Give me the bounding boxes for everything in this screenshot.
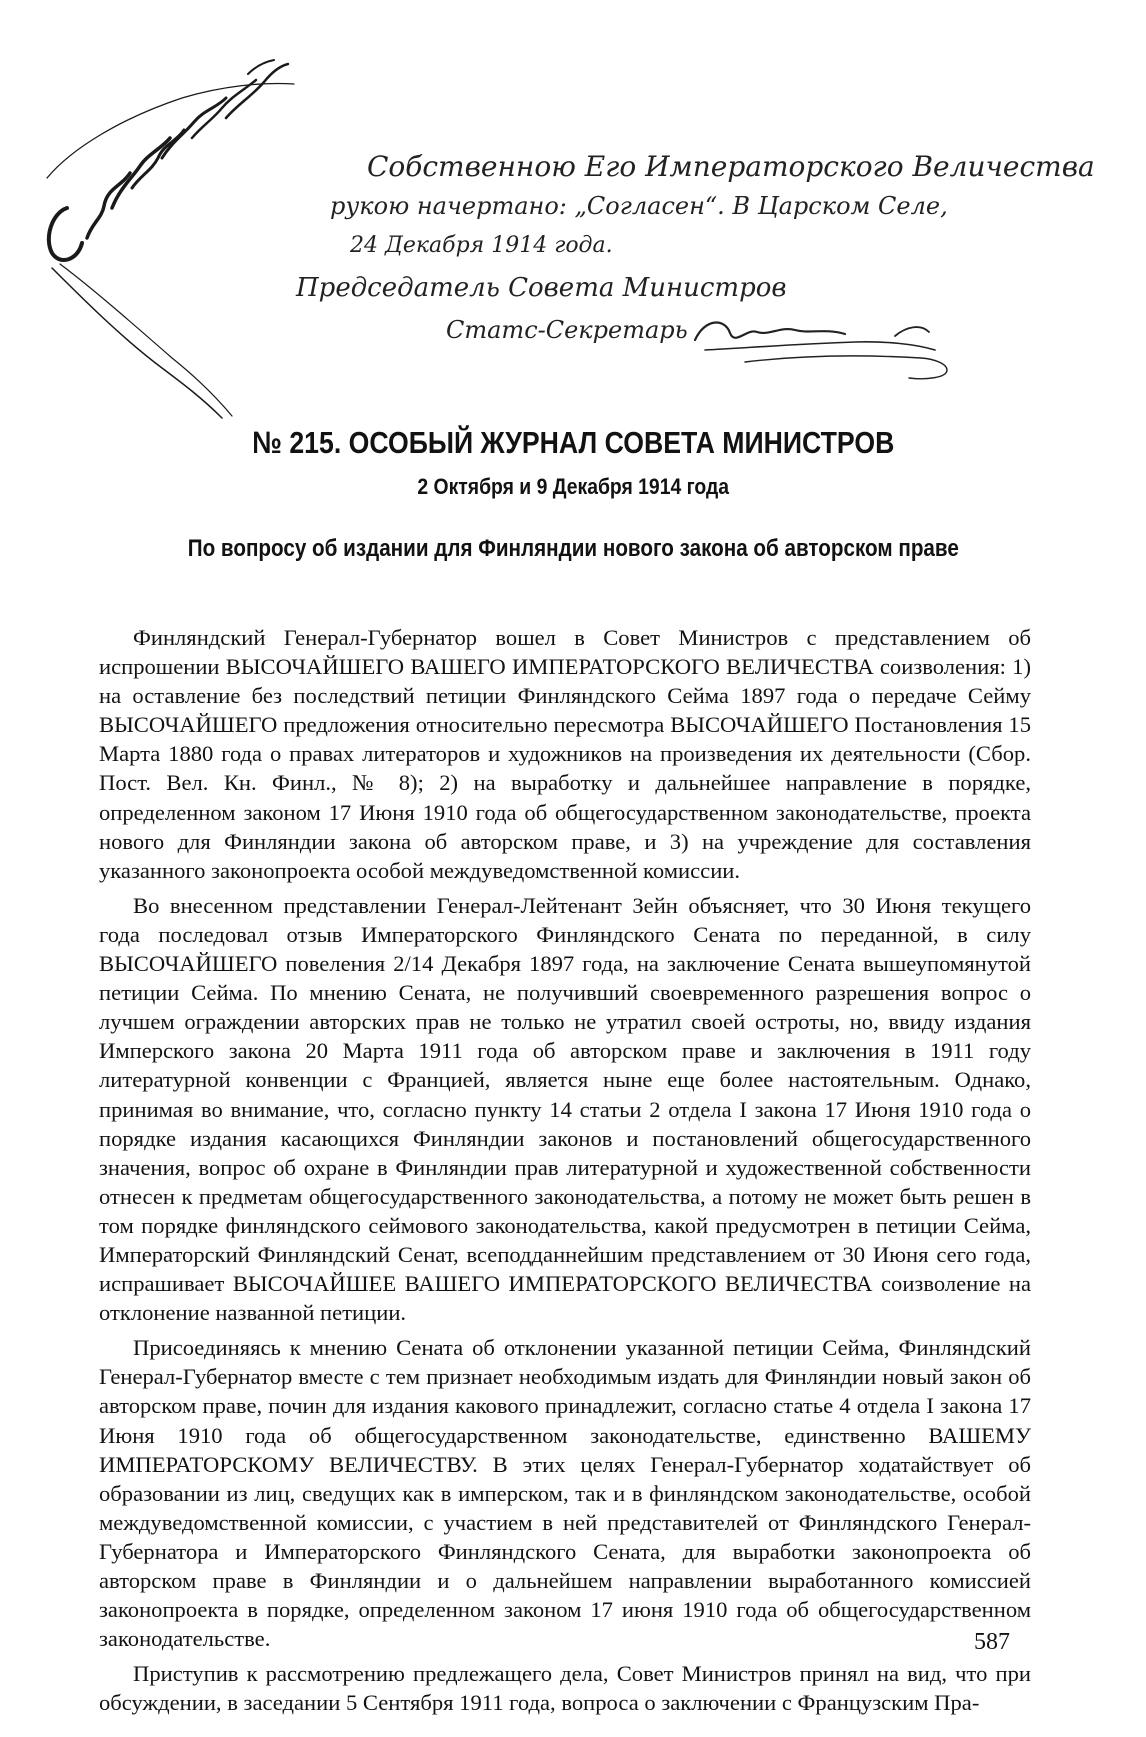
secretary-signature: [685, 298, 965, 388]
document-dates: 2 Октября и 9 Декабря 1914 года: [417, 474, 730, 499]
document-subject: По вопросу об издании для Финляндии нового закона об авторском праве: [187, 535, 959, 562]
resolution-line-2: рукою начертано: „Согласен“. В Царском Селе,: [330, 192, 948, 220]
resolution-line-1: Собственною Его Императорского Величества: [367, 150, 1095, 183]
paragraph: Во внесенном представлении Генерал-Лейтенант Зейн объясняет, что 30 Июня текущего года последовал отзыв Императорского Финляндского Сената по переданной, в силу ВЫСОЧАЙШЕГО повеления 2/14 Декабря 1897 года, на заключение Сената вышеупомянутой петиции Сейма. По мнению Сената, не получивший своевременного разрешения вопрос о лучшем ограждении авторских прав не только не утратил своей остроты, но, ввиду издания Имперского закона 20 Марта 1911 года об авторском праве и заключения в 1911 году литературной конвенции с Францией, является ныне еще более настоятельным. Однако, принимая во внимание, что, согласно пункту 14 статьи 2 отдела I закона 17 Июня 1910 года о порядке издания касающихся Финляндии законов и постановлений общегосударственного значения, вопрос об охране в Финляндии прав литературной и художественной собственности отнесен к предметам общегосударственного законодательства, а потому не может быть решен в том порядке финляндского сеймового законодательства, какой предусмотрен в петиции Сейма, Императорский Финляндский Сенат, всеподданнейшим представлением от 30 Июня сего года, испрашивает ВЫСОЧАЙШЕЕ ВАШЕГО ИМПЕРАТОРСКОГО ВЕЛИЧЕСТВА соизволение на отклонение названной петиции.: [99, 892, 1031, 1326]
imperial-signature: [12, 38, 312, 458]
resolution-line-5: Статс-Секретарь: [446, 316, 688, 344]
paragraph: Присоединяясь к мнению Сената об отклонении указанной петиции Сейма, Финляндский Генерал-Губернатор вместе с тем признает необходимым издать для Финляндии новый закон об авторском праве, почин для издания какового принадлежит, согласно статье 4 отдела I закона 17 Июня 1910 года об общегосударственном законодательстве, единственно ВАШЕМУ ИМПЕРАТОРСКОМУ ВЕЛИЧЕСТВУ. В этих целях Генерал-Губернатор ходатайствует об образовании из лиц, сведущих как в имперском, так и в финляндском законодательстве, особой междуведомственной комиссии, с участием в ней представителей от Финляндского Генерал-Губернатора и Императорского Финляндского Сената, для выработки законопроекта об авторском праве в Финляндии и о дальнейшем направлении выработанного комиссией законопроекта в порядке, определенном законом 17 июня 1910 года об общегосударственном законодательстве.: [99, 1335, 1031, 1652]
document-number-title: № 215. ОСОБЫЙ ЖУРНАЛ СОВЕТА МИНИСТРОВ: [252, 425, 895, 460]
paragraph: Приступив к рассмотрению предлежащего дела, Совет Министров принял на вид, что при обсуждении, в заседании 5 Сентября 1911 года, вопроса о заключении с Французским Пра-: [99, 1661, 1031, 1716]
page-number: 587: [974, 1629, 1010, 1655]
resolution-line-3: 24 Декабря 1914 года.: [350, 233, 613, 258]
resolution-line-4: Председатель Совета Министров: [296, 273, 787, 303]
paragraph: Финляндский Генерал-Губернатор вошел в Совет Министров с представлением об испрошении ВЫСОЧАЙШЕГО ВАШЕГО ИМПЕРАТОРСКОГО ВЕЛИЧЕСТВА соизволения: 1) на оставление без последствий петиции Финляндского Сейма 1897 года о передаче Сейму ВЫСОЧАЙШЕГО предложения относительно пересмотра ВЫСОЧАЙШЕГО Постановления 15 Марта 1880 года о правах литераторов и художников на произведения их деятельности (Сбор. Пост. Вел. Кн. Финл., № 8); 2) на выработку и дальнейшее направление в порядке, определенном законом 17 Июня 1910 года об общегосударственном законодательстве, проекта нового для Финляндии закона об авторском праве, и 3) на учреждение для составления указанного законопроекта особой междуведомственной комиссии.: [99, 625, 1031, 883]
body-text: [99, 623, 1031, 1723]
